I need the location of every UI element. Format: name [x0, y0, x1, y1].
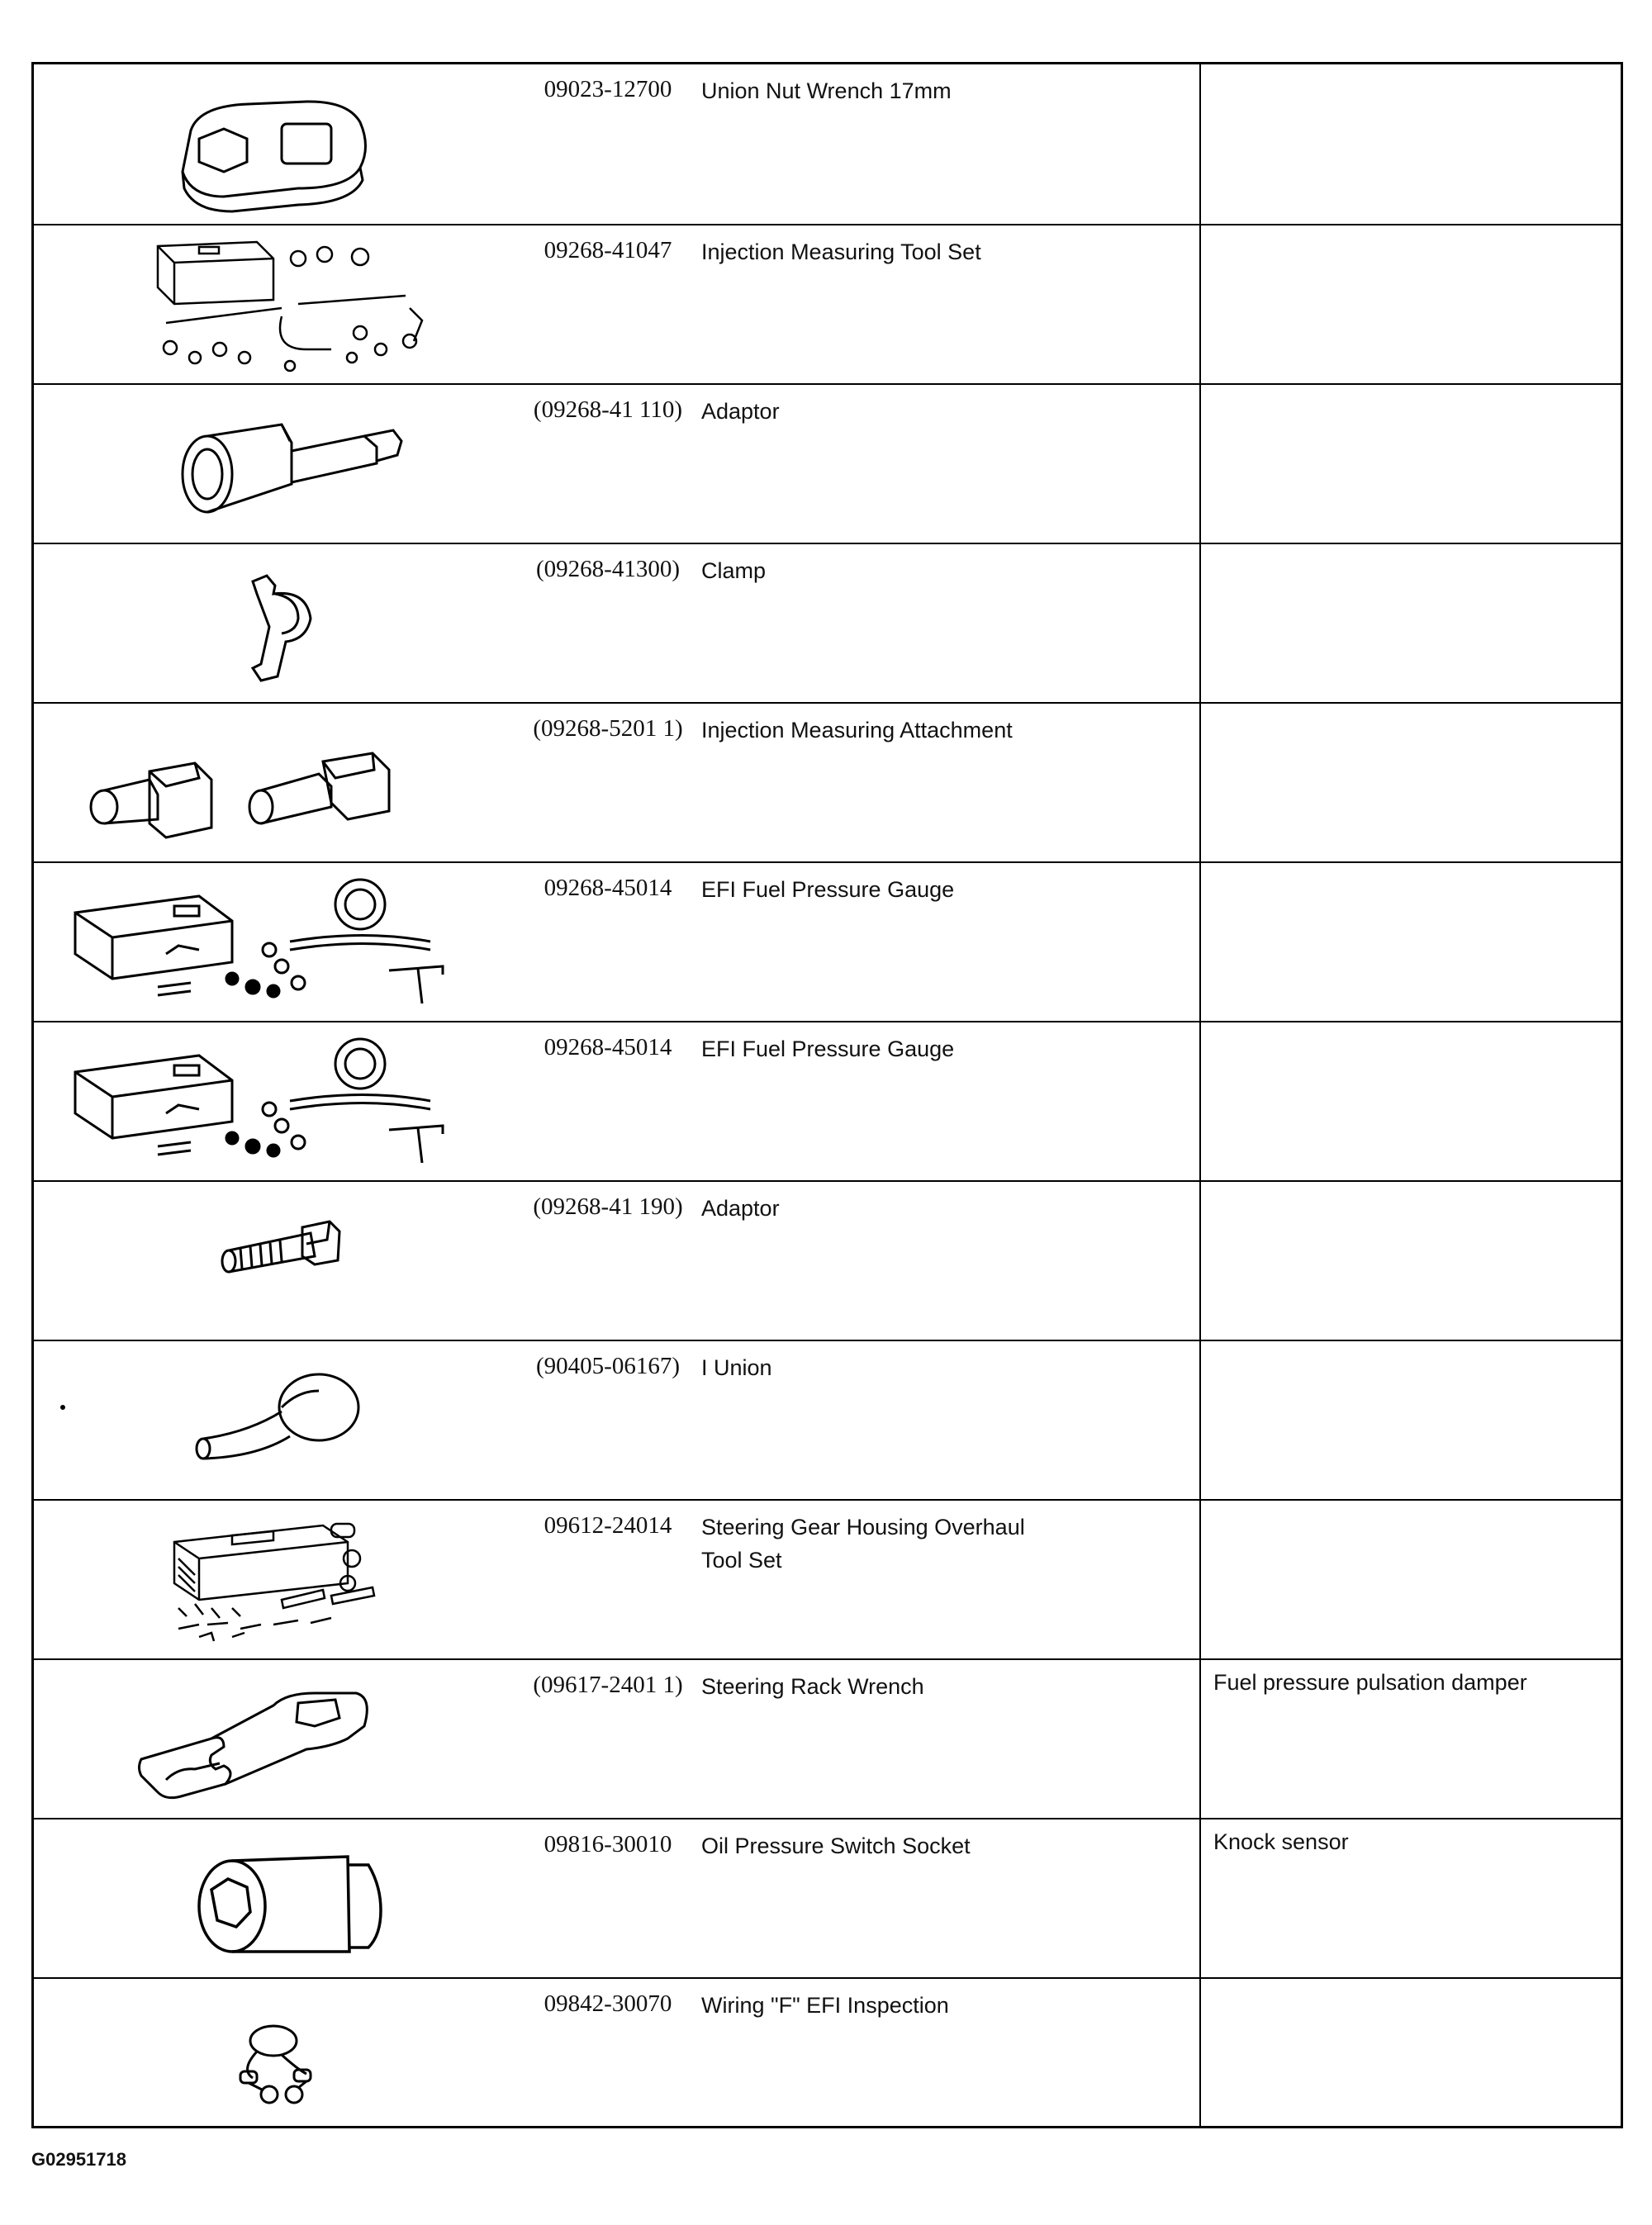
part-number: (09268-5201 1)	[533, 715, 683, 742]
pressure-gauge-kit-icon	[34, 863, 480, 1020]
part-number: 09612-24014	[544, 1512, 672, 1539]
table-row	[34, 861, 1621, 1021]
part-number: (09617-2401 1)	[533, 1672, 683, 1698]
part-number: 09023-12700	[544, 76, 672, 102]
table-row	[34, 702, 1621, 861]
tool-name: Steering Gear Housing Overhaul Tool Set	[701, 1515, 1025, 1573]
table-row	[34, 64, 1621, 224]
tool-name: Wiring "F" EFI Inspection	[701, 1993, 949, 2018]
union-icon	[34, 1341, 480, 1498]
clamp-icon	[34, 544, 480, 701]
tool-name: I Union	[701, 1355, 772, 1380]
tool-name: Injection Measuring Tool Set	[701, 240, 981, 264]
table-row	[34, 1818, 1621, 1977]
tool-name: Clamp	[701, 558, 767, 583]
table-row	[34, 543, 1621, 702]
attachment-icon	[34, 704, 480, 861]
tool-name: Steering Rack Wrench	[701, 1674, 924, 1699]
tool-name: Injection Measuring Attachment	[701, 718, 1013, 742]
table-row	[34, 224, 1621, 383]
part-number: 09268-45014	[544, 1034, 672, 1060]
part-number: 09816-30010	[544, 1831, 672, 1857]
union-nut-wrench-icon	[34, 64, 480, 221]
part-number: (09268-41 110)	[533, 396, 683, 423]
tool-name: EFI Fuel Pressure Gauge	[701, 877, 955, 902]
part-number: (09268-41 190)	[533, 1193, 683, 1220]
part-number: 09268-41047	[544, 237, 672, 263]
adaptor-icon	[34, 385, 480, 542]
tool-name: Oil Pressure Switch Socket	[701, 1834, 971, 1858]
part-number: 09268-45014	[544, 875, 672, 901]
part-number: 09842-30070	[544, 1990, 672, 2017]
figure-code: G02951718	[31, 2149, 126, 2170]
bolt-adaptor-icon	[34, 1182, 480, 1339]
tool-note: Fuel pressure pulsation damper	[1213, 1670, 1527, 1695]
table-row	[34, 1977, 1621, 2128]
tool-name: Adaptor	[701, 1196, 780, 1221]
socket-icon	[34, 1819, 480, 1976]
table-row	[34, 383, 1621, 543]
tool-note: Knock sensor	[1213, 1829, 1349, 1854]
tool-name: Adaptor	[701, 399, 780, 424]
pressure-gauge-kit-icon	[34, 1022, 480, 1179]
overhaul-tool-set-icon	[34, 1501, 480, 1658]
part-number: (90405-06167)	[536, 1353, 680, 1379]
table-row	[34, 1658, 1621, 1818]
part-number: (09268-41300)	[536, 556, 680, 582]
table-row	[34, 1180, 1621, 1340]
tool-set-icon	[34, 225, 480, 382]
table-row	[34, 1340, 1621, 1499]
table-row	[34, 1021, 1621, 1180]
rack-wrench-icon	[34, 1660, 480, 1817]
tool-name: EFI Fuel Pressure Gauge	[701, 1037, 955, 1061]
wiring-harness-icon	[34, 1979, 480, 2136]
table-row	[34, 1499, 1621, 1658]
tool-name: Union Nut Wrench 17mm	[701, 78, 952, 103]
special-tools-table	[31, 62, 1623, 2128]
